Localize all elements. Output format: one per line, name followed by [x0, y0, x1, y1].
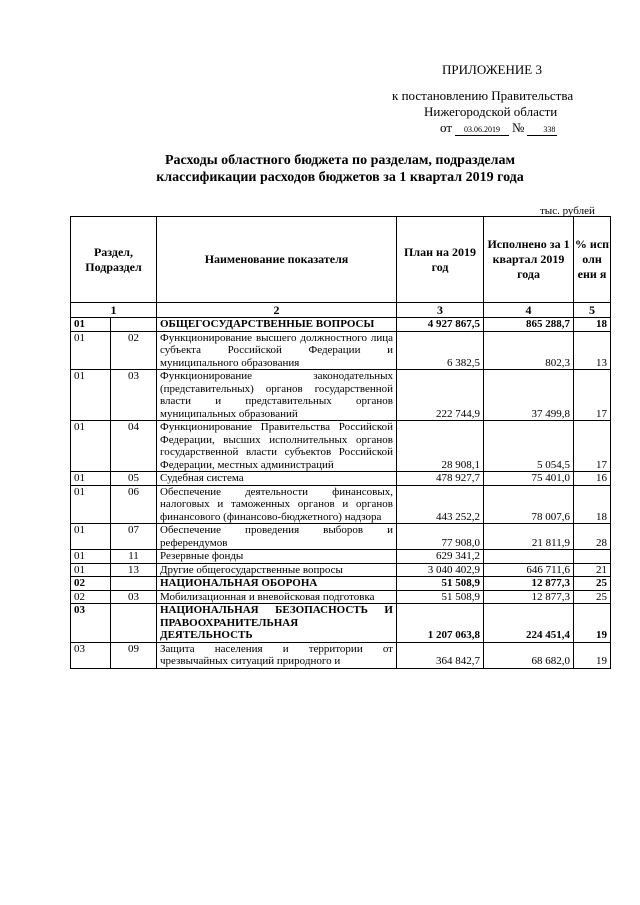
row-executed-value: 224 451,4 — [484, 604, 574, 643]
row-plan-value: 3 040 402,9 — [397, 563, 484, 577]
row-percent: 16 — [574, 472, 611, 486]
row-section-code: 01 — [71, 370, 111, 421]
row-name: НАЦИОНАЛЬНАЯ ОБОРОНА — [157, 577, 397, 591]
row-percent: 19 — [574, 604, 611, 643]
row-section-code: 01 — [71, 318, 111, 332]
row-section-code: 01 — [71, 485, 111, 524]
row-executed-value: 68 682,0 — [484, 642, 574, 668]
row-subsection-code: 03 — [111, 590, 157, 604]
header-section: Раздел, Подраздел — [71, 217, 157, 303]
row-executed-value: 802,3 — [484, 331, 574, 370]
row-executed-value: 12 877,3 — [484, 590, 574, 604]
table-row — [71, 318, 611, 332]
row-percent: 18 — [574, 318, 611, 332]
row-section-code: 01 — [71, 524, 111, 550]
row-percent: 18 — [574, 485, 611, 524]
row-percent: 25 — [574, 577, 611, 591]
row-name: Функционирование высшего должностного лица субъекта Российской Федерации и муниципального образования — [157, 331, 397, 370]
column-number: 5 — [574, 303, 611, 318]
table-row — [71, 604, 611, 643]
row-plan-value: 28 908,1 — [397, 421, 484, 472]
row-plan-value: 51 508,9 — [397, 577, 484, 591]
row-subsection-code: 04 — [111, 421, 157, 472]
row-percent: 19 — [574, 642, 611, 668]
table-row — [71, 590, 611, 604]
row-percent: 17 — [574, 370, 611, 421]
table-row — [71, 577, 611, 591]
table-row — [71, 550, 611, 564]
row-name: Судебная система — [157, 472, 397, 486]
row-plan-value: 51 508,9 — [397, 590, 484, 604]
table-body — [71, 318, 611, 669]
table-row — [71, 485, 611, 524]
row-name: Обеспечение проведения выборов и референдумов — [157, 524, 397, 550]
appendix-label: ПРИЛОЖЕНИЕ 3 — [442, 62, 542, 77]
row-subsection-code: 09 — [111, 642, 157, 668]
row-executed-value: 75 401,0 — [484, 472, 574, 486]
row-executed-value: 646 711,6 — [484, 563, 574, 577]
row-percent: 13 — [574, 331, 611, 370]
row-executed-value: 12 877,3 — [484, 577, 574, 591]
row-subsection-code: 11 — [111, 550, 157, 564]
row-plan-value: 629 341,2 — [397, 550, 484, 564]
decree-number: 338 — [527, 125, 557, 136]
row-plan-value: 222 744,9 — [397, 370, 484, 421]
number-prefix: № — [512, 120, 525, 135]
row-name: Защита населения и территории от чрезвычайных ситуаций природного и — [157, 642, 397, 668]
table-row — [71, 524, 611, 550]
column-number: 3 — [397, 303, 484, 318]
table-row — [71, 421, 611, 472]
header-plan: План на 2019 год — [397, 217, 484, 303]
table-row — [71, 563, 611, 577]
table-header-row — [71, 217, 611, 303]
table-row — [71, 370, 611, 421]
row-subsection-code: 03 — [111, 370, 157, 421]
decree-line-2: Нижегородской области — [424, 104, 558, 119]
row-executed-value: 21 811,9 — [484, 524, 574, 550]
column-number: 4 — [484, 303, 574, 318]
row-section-code: 03 — [71, 604, 111, 643]
row-name: НАЦИОНАЛЬНАЯ БЕЗОПАСНОСТЬ И ПРАВООХРАНИТЕЛЬНАЯ ДЕЯТЕЛЬНОСТЬ — [157, 604, 397, 643]
row-executed-value: 865 288,7 — [484, 318, 574, 332]
row-percent: 25 — [574, 590, 611, 604]
row-plan-value: 478 927,7 — [397, 472, 484, 486]
expenditure-table — [70, 216, 611, 669]
header-executed: Исполнено за 1 квартал 2019 года — [484, 217, 574, 303]
row-section-code: 02 — [71, 577, 111, 591]
decree-line-1: к постановлению Правительства — [392, 88, 574, 103]
title-line-2: классификации расходов бюджетов за 1 квартал 2019 года — [156, 170, 524, 185]
row-subsection-code — [111, 604, 157, 643]
row-section-code: 01 — [71, 421, 111, 472]
row-plan-value: 1 207 063,8 — [397, 604, 484, 643]
title-line-1: Расходы областного бюджета по разделам, подразделам — [164, 153, 516, 168]
row-name: ОБЩЕГОСУДАРСТВЕННЫЕ ВОПРОСЫ — [157, 318, 397, 332]
row-plan-value: 443 252,2 — [397, 485, 484, 524]
row-plan-value: 4 927 867,5 — [397, 318, 484, 332]
row-subsection-code — [111, 577, 157, 591]
row-plan-value: 6 382,5 — [397, 331, 484, 370]
decree-date-line — [440, 120, 557, 136]
row-subsection-code: 06 — [111, 485, 157, 524]
row-subsection-code — [111, 318, 157, 332]
units-label: тыс. рублей — [540, 205, 595, 217]
row-section-code: 03 — [71, 642, 111, 668]
row-percent: 21 — [574, 563, 611, 577]
decree-date: 03.06.2019 — [455, 125, 509, 136]
row-section-code: 02 — [71, 590, 111, 604]
row-section-code: 01 — [71, 331, 111, 370]
row-name: Функционирование Правительства Российской Федерации, высших исполнительных органов государственной власти субъектов Российской Федерации, местных администраций — [157, 421, 397, 472]
row-section-code: 01 — [71, 563, 111, 577]
row-percent: 28 — [574, 524, 611, 550]
row-name: Другие общегосударственные вопросы — [157, 563, 397, 577]
table-row — [71, 642, 611, 668]
row-name: Резервные фонды — [157, 550, 397, 564]
header-name: Наименование показателя — [157, 217, 397, 303]
row-subsection-code: 05 — [111, 472, 157, 486]
document-title — [60, 152, 620, 186]
column-number: 2 — [157, 303, 397, 318]
header-percent: % исп олн ени я — [574, 217, 611, 303]
row-section-code: 01 — [71, 472, 111, 486]
table-row — [71, 472, 611, 486]
row-executed-value — [484, 550, 574, 564]
row-subsection-code: 13 — [111, 563, 157, 577]
row-name: Обеспечение деятельности финансовых, налоговых и таможенных органов и органов финансового (финансово-бюджетного) надзора — [157, 485, 397, 524]
row-executed-value: 78 007,6 — [484, 485, 574, 524]
column-number-row — [71, 303, 611, 318]
column-number: 1 — [71, 303, 157, 318]
row-name: Функционирование законодательных (представительных) органов государственной власти и представительных органов муниципальных образований — [157, 370, 397, 421]
date-prefix: от — [440, 120, 453, 135]
row-executed-value: 37 499,8 — [484, 370, 574, 421]
row-plan-value: 364 842,7 — [397, 642, 484, 668]
row-percent — [574, 550, 611, 564]
row-plan-value: 77 908,0 — [397, 524, 484, 550]
row-name: Мобилизационная и вневойсковая подготовка — [157, 590, 397, 604]
row-percent: 17 — [574, 421, 611, 472]
table-row — [71, 331, 611, 370]
row-subsection-code: 02 — [111, 331, 157, 370]
row-subsection-code: 07 — [111, 524, 157, 550]
row-section-code: 01 — [71, 550, 111, 564]
row-executed-value: 5 054,5 — [484, 421, 574, 472]
